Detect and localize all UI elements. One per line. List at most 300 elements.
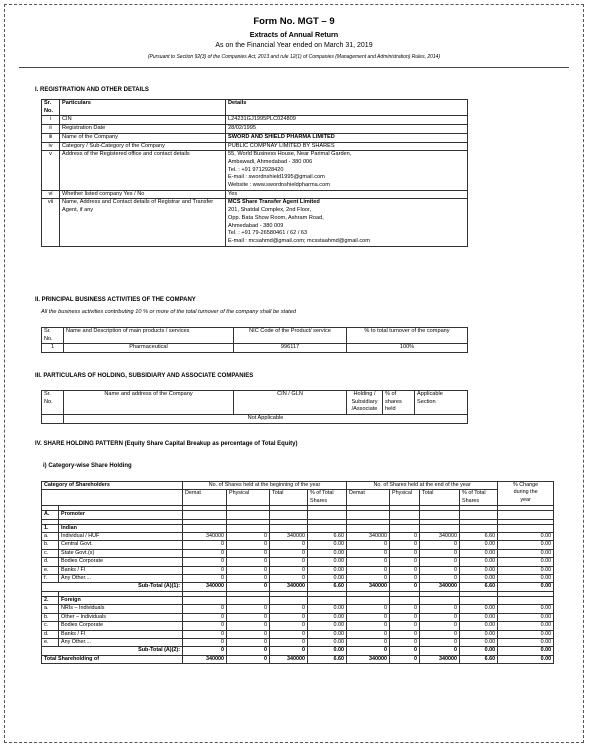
detail-line: Ambawadi, Ahmedabad - 380 006: [228, 158, 313, 165]
row-value: 0.00: [308, 638, 347, 646]
row-value: 0: [227, 575, 270, 583]
empty-cell: [420, 511, 460, 519]
empty-cell: [460, 524, 498, 532]
row-value: 340000: [183, 655, 227, 663]
empty-cell: [183, 596, 227, 604]
row-code: A.: [42, 511, 59, 519]
detail-line: SWORD AND SHIELD PHARMA LIMITED: [228, 133, 335, 140]
category-heading-row: [42, 524, 554, 532]
row-label: Indian: [59, 524, 183, 532]
section-3-heading: III. PARTICULARS OF HOLDING, SUBSIDIARY AND ASSOCIATE COMPANIES: [35, 373, 254, 379]
row-value: 0: [390, 613, 420, 621]
detail-line: L24231GJ1995PLC024809: [228, 116, 296, 123]
row-value: 0.00: [498, 566, 554, 574]
row-value: 0: [183, 566, 227, 574]
empty-cell: [227, 524, 270, 532]
empty-cell: [42, 490, 183, 506]
detail-line: 28/02/1995: [228, 125, 256, 132]
row-details: [226, 116, 468, 125]
row-value: 0: [347, 630, 390, 638]
row-value: 0: [420, 622, 460, 630]
col-section-label-1: Applicable: [417, 391, 443, 397]
registration-table: [41, 99, 468, 247]
row-label: Foreign: [59, 596, 183, 604]
table-header-row: [42, 328, 468, 344]
business-activities-table: [41, 327, 468, 353]
row-value: 0: [347, 638, 390, 646]
empty-cell: [390, 511, 420, 519]
row-sr: ii: [42, 125, 60, 134]
empty-cell: [390, 524, 420, 532]
row-value: 0.00: [498, 541, 554, 549]
section-4-heading: IV. SHARE HOLDING PATTERN (Equity Share Capital Breakup as percentage of Total Equity): [35, 441, 298, 447]
col-holding-label: Holding / Subsidiary: [351, 391, 378, 405]
row-value: 0.00: [498, 638, 554, 646]
table-header-row: [42, 391, 468, 415]
col-name-header: Name and Description of main products / services: [64, 328, 234, 344]
detail-line: Website : www.swordnshieldpharma.com: [228, 182, 330, 189]
row-code: d.: [42, 630, 59, 638]
row-particular: CIN: [60, 116, 226, 125]
col-sr-label: Sr.: [44, 100, 52, 106]
table-header-row: [42, 100, 468, 116]
col-total-begin: Total: [270, 490, 308, 506]
row-value: 0: [270, 622, 308, 630]
row-value: 0.00: [460, 549, 498, 557]
col-begin-header: No. of Shares held at the beginning of the year: [183, 482, 347, 490]
row-value: 0: [183, 549, 227, 557]
empty-cell: [270, 596, 308, 604]
col-total-end: Total: [420, 490, 460, 506]
row-value: 0.00: [308, 575, 347, 583]
subtotal-row: [42, 583, 554, 591]
row-value: 0.00: [460, 638, 498, 646]
col-section-header: [415, 391, 468, 415]
row-value: 0: [390, 558, 420, 566]
row-value: 0.00: [498, 655, 554, 663]
col-sr-header: [42, 100, 60, 116]
row-particular: Whether listed company Yes / No: [60, 190, 226, 199]
row-label: Promoter: [59, 511, 183, 519]
empty-cell: [347, 596, 390, 604]
col-demat-begin: Demat: [183, 490, 227, 506]
row-value: 0.00: [460, 558, 498, 566]
table-row: [42, 558, 554, 566]
empty-cell: [183, 524, 227, 532]
table-row: [42, 613, 554, 621]
row-value: 0.00: [460, 575, 498, 583]
row-value: 0.00: [460, 622, 498, 630]
row-label: Bodies Corporate: [59, 558, 183, 566]
table-row: [42, 199, 468, 246]
row-value: 0: [347, 541, 390, 549]
row-value: 0: [420, 647, 460, 655]
share-holding-table: [41, 481, 554, 664]
col-pct-label-3: held: [385, 406, 396, 413]
empty-cell: [308, 524, 347, 532]
row-value: 6.60: [308, 583, 347, 591]
header-divider: [19, 67, 569, 68]
detail-line: PUBLIC COMPNAY LIMITED BY SHARES: [228, 142, 335, 149]
col-holding-header: [347, 391, 383, 415]
detail-line: E-mail : mcsahmd@gmail.com; mcsstaahmd@gmail.com: [228, 237, 370, 244]
empty-cell: [347, 524, 390, 532]
row-value: 0.00: [498, 630, 554, 638]
row-value: 0.00: [498, 622, 554, 630]
row-name: Pharmaceutical: [64, 344, 234, 353]
row-value: 0: [270, 558, 308, 566]
row-value: 0: [270, 630, 308, 638]
row-value: 0: [270, 575, 308, 583]
row-sr: i: [42, 116, 60, 125]
col-pct-label-2: Shares: [462, 497, 480, 504]
row-label: Any Other....: [59, 575, 183, 583]
row-label: Total Shareholding of: [42, 655, 183, 663]
col-pct-end: [460, 490, 498, 506]
row-value: 340000: [420, 655, 460, 663]
row-value: 0: [420, 575, 460, 583]
row-code: c.: [42, 549, 59, 557]
col-change-label-2: during the: [513, 489, 538, 496]
row-value: 0: [420, 605, 460, 613]
row-value: 340000: [420, 533, 460, 541]
col-sr-header: [42, 391, 64, 415]
row-value: 0.00: [498, 558, 554, 566]
row-value: 6.60: [460, 533, 498, 541]
detail-line: Opp. Bata Show Room, Ashram Road,: [228, 214, 324, 221]
col-no-label: No.: [44, 107, 54, 114]
row-value: 0.00: [460, 566, 498, 574]
row-value: 0.00: [308, 647, 347, 655]
row-details: [226, 133, 468, 142]
row-code: b.: [42, 613, 59, 621]
table-row: [42, 566, 554, 574]
row-value: 0: [183, 613, 227, 621]
row-value: 0.00: [498, 575, 554, 583]
row-label: State Govt.(s): [59, 549, 183, 557]
col-pct-label-2: shares: [385, 398, 402, 405]
row-sr: iv: [42, 142, 60, 151]
empty-cell: [460, 511, 498, 519]
row-value: 0: [347, 605, 390, 613]
row-value: 0.00: [460, 630, 498, 638]
pursuant-note: (Pursuant to Section 92(3) of the Companies Act, 2013 and rule 12(1) of Companies (Management and Administration) Rules, 2014): [147, 54, 441, 60]
col-pct-label-1: % of: [385, 391, 397, 397]
row-value: 0: [390, 630, 420, 638]
row-value: 0.00: [460, 613, 498, 621]
col-change-label-3: year: [520, 496, 531, 503]
table-row: [42, 622, 554, 630]
table-row: [42, 605, 554, 613]
row-value: 0: [390, 647, 420, 655]
row-value: 0: [227, 605, 270, 613]
row-label: Sub-Total (A)(2):: [42, 647, 183, 655]
col-section-label-2: Section: [417, 398, 436, 405]
col-pct-header: [383, 391, 415, 415]
col-end-header: No. of Shares held at the end of the year: [347, 482, 498, 490]
row-particular: Address of the Registered office and contact details: [60, 151, 226, 191]
empty-cell: [498, 524, 554, 532]
empty-cell: [460, 596, 498, 604]
col-pct-label-2: Shares: [310, 497, 328, 504]
row-label: Individual / HUF: [59, 533, 183, 541]
as-of-line: As on the Financial Year ended on March 31, 2019: [215, 42, 373, 49]
row-sr: 1: [42, 344, 64, 353]
col-pct-label-1: % of Total: [462, 490, 486, 497]
row-value: 0: [347, 549, 390, 557]
detail-line: Tel. : +91 9712928420: [228, 166, 284, 173]
row-value: 0.00: [308, 549, 347, 557]
row-value: 340000: [270, 533, 308, 541]
row-code: f.: [42, 575, 59, 583]
row-value: 0: [270, 541, 308, 549]
table-subheader-row: [42, 490, 554, 506]
row-value: 0: [227, 549, 270, 557]
row-value: 0: [347, 558, 390, 566]
form-subtitle: Extracts of Annual Return: [249, 30, 339, 39]
row-details: [226, 190, 468, 199]
table-row: [42, 125, 468, 134]
detail-line: Ahmedabad - 380 009: [228, 222, 284, 229]
row-nic: 996117: [234, 344, 347, 353]
table-row: [42, 415, 468, 424]
section-2-heading: II. PRINCIPAL BUSINESS ACTIVITIES OF THE COMPANY: [35, 297, 196, 303]
row-value: 0: [227, 622, 270, 630]
row-value: 0: [183, 647, 227, 655]
row-sr: vi: [42, 190, 60, 199]
row-value: 0.00: [460, 605, 498, 613]
empty-cell: [270, 511, 308, 519]
row-details: [226, 151, 468, 191]
row-value: 340000: [183, 533, 227, 541]
row-pct: 100%: [347, 344, 468, 353]
row-value: 0: [227, 655, 270, 663]
row-label: Other – Individuals: [59, 613, 183, 621]
row-sr: v: [42, 151, 60, 191]
row-value: 6.60: [460, 655, 498, 663]
table-row: [42, 630, 554, 638]
row-value: 0: [420, 541, 460, 549]
detail-line: MCS Share Transfer Agent Limited: [228, 199, 320, 206]
row-code: d.: [42, 558, 59, 566]
row-value: 0: [390, 566, 420, 574]
empty-cell: [270, 524, 308, 532]
row-value: 0: [390, 549, 420, 557]
row-label: Banks / FI: [59, 566, 183, 574]
table-row: [42, 116, 468, 125]
row-value: 0: [390, 655, 420, 663]
table-row: [42, 151, 468, 191]
table-row: [42, 549, 554, 557]
row-value: 6.60: [460, 583, 498, 591]
row-particular: Category / Sub-Category of the Company: [60, 142, 226, 151]
row-code: 2.: [42, 596, 59, 604]
detail-line: Tel. : +91 79-26580461 / 62 / 63: [228, 230, 308, 237]
row-value: 0.00: [498, 583, 554, 591]
row-code: 1.: [42, 524, 59, 532]
empty-cell: [498, 596, 554, 604]
row-value: 0: [227, 630, 270, 638]
detail-line: 55, World Business House, Near Parimal Garden,: [228, 151, 352, 158]
row-value: 0: [390, 622, 420, 630]
col-change-header: [498, 482, 554, 506]
row-value: 0: [420, 613, 460, 621]
row-label: Bodies Corporate: [59, 622, 183, 630]
detail-line: 201, Shatdal Complex, 2nd Floor,: [228, 207, 312, 214]
row-value: 0: [227, 541, 270, 549]
row-value: 0: [347, 647, 390, 655]
row-value: 0: [227, 638, 270, 646]
row-value: 340000: [270, 583, 308, 591]
row-value: 0: [347, 622, 390, 630]
row-value: 0.00: [308, 558, 347, 566]
category-heading-row: [42, 511, 554, 519]
row-code: e.: [42, 566, 59, 574]
row-code: b.: [42, 541, 59, 549]
row-value: 0.00: [498, 549, 554, 557]
row-value: 0: [227, 533, 270, 541]
subtotal-row: [42, 647, 554, 655]
row-value: 340000: [347, 533, 390, 541]
empty-cell: [498, 511, 554, 519]
col-demat-end: Demat: [347, 490, 390, 506]
empty-cell: [420, 524, 460, 532]
row-value: 0: [420, 558, 460, 566]
empty-cell: [347, 511, 390, 519]
col-category-header: Category of Shareholders: [42, 482, 183, 490]
row-value: 0: [270, 566, 308, 574]
row-sr: vii: [42, 199, 60, 246]
row-value: 0.00: [308, 566, 347, 574]
table-row: [42, 575, 554, 583]
col-pct-begin: [308, 490, 347, 506]
detail-line: Yes: [228, 190, 238, 197]
row-value: 0: [420, 638, 460, 646]
row-value: 340000: [420, 583, 460, 591]
row-value: 0: [347, 566, 390, 574]
row-value: 0: [390, 533, 420, 541]
table-row: [42, 133, 468, 142]
empty-cell: [183, 511, 227, 519]
empty-cell: [308, 596, 347, 604]
table-row: [42, 541, 554, 549]
empty-cell: [42, 415, 64, 424]
col-sr-header: [42, 328, 64, 344]
table-row: [42, 344, 468, 353]
col-nic-header: NIC Code of the Product/ service: [234, 328, 347, 344]
row-value: 0: [420, 566, 460, 574]
row-label: NRIs – Individuals: [59, 605, 183, 613]
section-2-note: All the business activities contributing 10 % or more of the total turnover of the company shall be stated: [41, 309, 296, 315]
row-code: c.: [42, 622, 59, 630]
col-change-label-1: % Change: [513, 482, 539, 488]
col-sr-label: Sr.: [44, 391, 51, 397]
row-code: a.: [42, 605, 59, 613]
row-value: 0.00: [308, 622, 347, 630]
row-value: 0: [183, 575, 227, 583]
row-value: 0.00: [498, 647, 554, 655]
row-value: 0: [390, 638, 420, 646]
row-code: a.: [42, 533, 59, 541]
holding-companies-table: [41, 390, 468, 424]
table-row: [42, 142, 468, 151]
row-particular: Name, Address and Contact details of Registrar and Transfer Agent, if any: [60, 199, 226, 246]
row-value: 0: [227, 647, 270, 655]
col-pct-header: % to total turnover of the company: [347, 328, 468, 344]
row-value: 0.00: [498, 605, 554, 613]
row-sr: iii: [42, 133, 60, 142]
row-value: 0: [390, 541, 420, 549]
form-title: Form No. MGT – 9: [253, 16, 335, 27]
row-value: 0: [227, 583, 270, 591]
row-value: 0.00: [460, 541, 498, 549]
row-value: 6.60: [308, 533, 347, 541]
section-4-subheading: i) Category-wise Share Holding: [43, 463, 132, 469]
row-value: 0.00: [460, 647, 498, 655]
row-value: 0: [347, 613, 390, 621]
col-particulars-header: Particulars: [60, 100, 226, 116]
row-value: 0: [270, 549, 308, 557]
row-details: [226, 142, 468, 151]
row-value: 0: [227, 613, 270, 621]
row-value: 0: [270, 647, 308, 655]
row-label: Any Other....: [59, 638, 183, 646]
row-value: 0.00: [308, 613, 347, 621]
row-value: 0: [227, 566, 270, 574]
row-value: 0: [270, 638, 308, 646]
row-value: 0.00: [308, 630, 347, 638]
empty-cell: [390, 596, 420, 604]
empty-cell: [420, 596, 460, 604]
row-value: 0: [420, 630, 460, 638]
col-name-header: Name and address of the Company: [64, 391, 234, 415]
row-value: 0: [347, 575, 390, 583]
row-label: Central Govt.: [59, 541, 183, 549]
row-value: 340000: [270, 655, 308, 663]
row-value: 0: [183, 558, 227, 566]
row-value: 0: [420, 549, 460, 557]
col-associate-label: /Associate: [351, 406, 378, 413]
row-details: [226, 199, 468, 246]
empty-cell: [227, 511, 270, 519]
col-no-label: No.: [44, 335, 53, 342]
col-details-header: Details: [226, 100, 468, 116]
detail-line: E-mail : swordnshield1995@gmail.com: [228, 174, 325, 181]
table-row: [42, 190, 468, 199]
row-particular: Registration Date: [60, 125, 226, 134]
category-heading-row: [42, 596, 554, 604]
row-value: 0: [183, 622, 227, 630]
table-header-row: [42, 482, 554, 490]
row-value: 0.00: [308, 541, 347, 549]
row-value: 0: [270, 613, 308, 621]
col-no-label: No.: [44, 398, 53, 405]
col-physical-begin: Physical: [227, 490, 270, 506]
col-cin-header: CIN / GLN: [234, 391, 347, 415]
total-row: [42, 655, 554, 663]
empty-cell: [308, 511, 347, 519]
row-value: 0: [390, 575, 420, 583]
row-value: 0: [227, 558, 270, 566]
col-physical-end: Physical: [390, 490, 420, 506]
row-details: [226, 125, 468, 134]
row-value: 6.60: [308, 655, 347, 663]
empty-cell: [227, 596, 270, 604]
row-value: 340000: [183, 583, 227, 591]
row-code: e.: [42, 638, 59, 646]
row-particular: Name of the Company: [60, 133, 226, 142]
row-value: 340000: [347, 655, 390, 663]
